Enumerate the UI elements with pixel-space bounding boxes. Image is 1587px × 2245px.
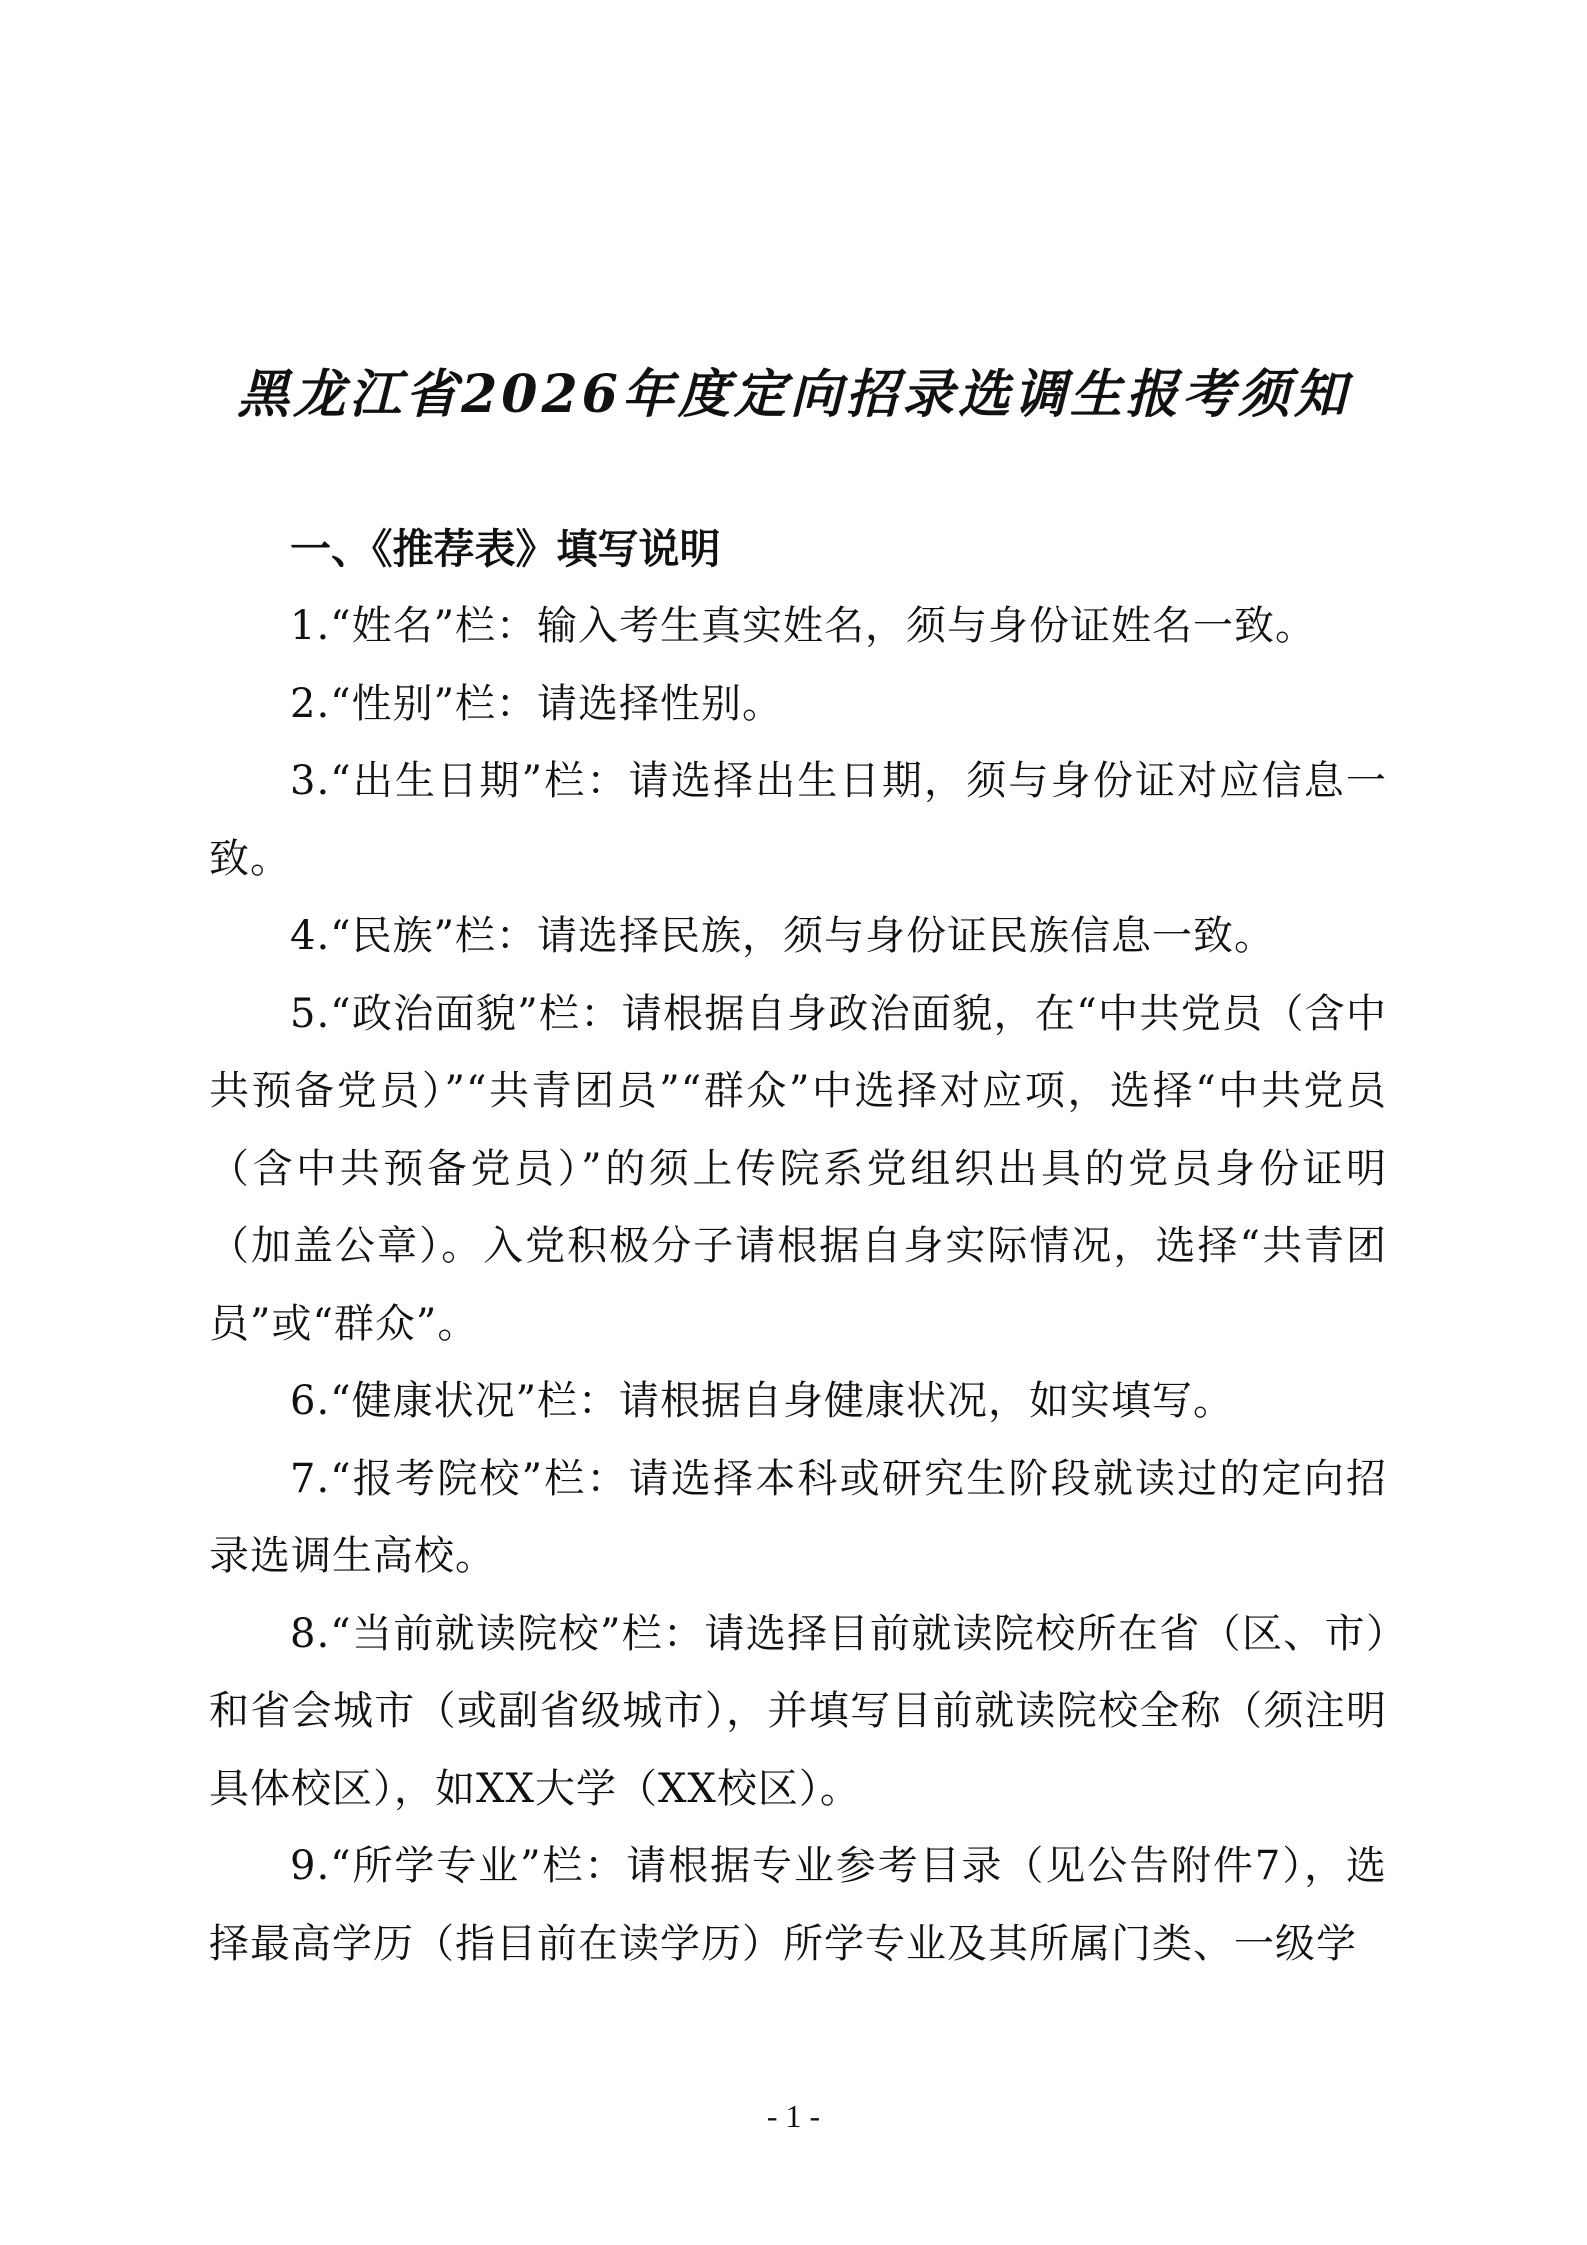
paragraph-item-1: 1.“姓名”栏：输入考生真实姓名，须与身份证姓名一致。 [290,603,1317,649]
paragraph-item-2: 2.“性别”栏：请选择性别。 [290,680,784,727]
paragraph-item-6: 6.“健康状况”栏：请根据自身健康状况，如实填写。 [290,1378,1235,1424]
paragraph-item-8: 8.“当前就读院校”栏：请选择目前就读院校所在省（区、市）和省会城市（或副省级城市），并填写目前就读院校全称（须注明具体校区），如XX大学（XX校区）。 [209,1610,1387,1812]
paragraph-item-7: 7.“报考院校”栏：请选择本科或研究生阶段就读过的定向招录选调生高校。 [209,1455,1387,1579]
paragraph-item-4: 4.“民族”栏：请选择民族，须与身份证民族信息一致。 [290,913,1276,959]
section-heading: 一、《推荐表》填写说明 [290,525,721,573]
page-number: - 1 - [766,2098,821,2134]
document-title: 黑龙江省2026年度定向招录选调生报考须知 [237,364,1350,425]
body-text [209,588,1387,1983]
paragraph-item-9: 9.“所学专业”栏：请根据专业参考目录（见公告附件7），选择最高学历（指目前在读学历）所学专业及其所属门类、一级学 [209,1843,1387,1967]
paragraph-item-5: 5.“政治面貌”栏：请根据自身政治面貌，在“中共党员（含中共预备党员）”“共青团员”“群众”中选择对应项，选择“中共党员（含中共预备党员）”的须上传院系党组织出具的党员身份证明（加盖公章）。入党积极分子请根据自身实际情况，选择“共青团员”或“群众”。 [209,990,1387,1347]
paragraph-item-3: 3.“出生日期”栏：请选择出生日期，须与身份证对应信息一致。 [209,758,1387,882]
